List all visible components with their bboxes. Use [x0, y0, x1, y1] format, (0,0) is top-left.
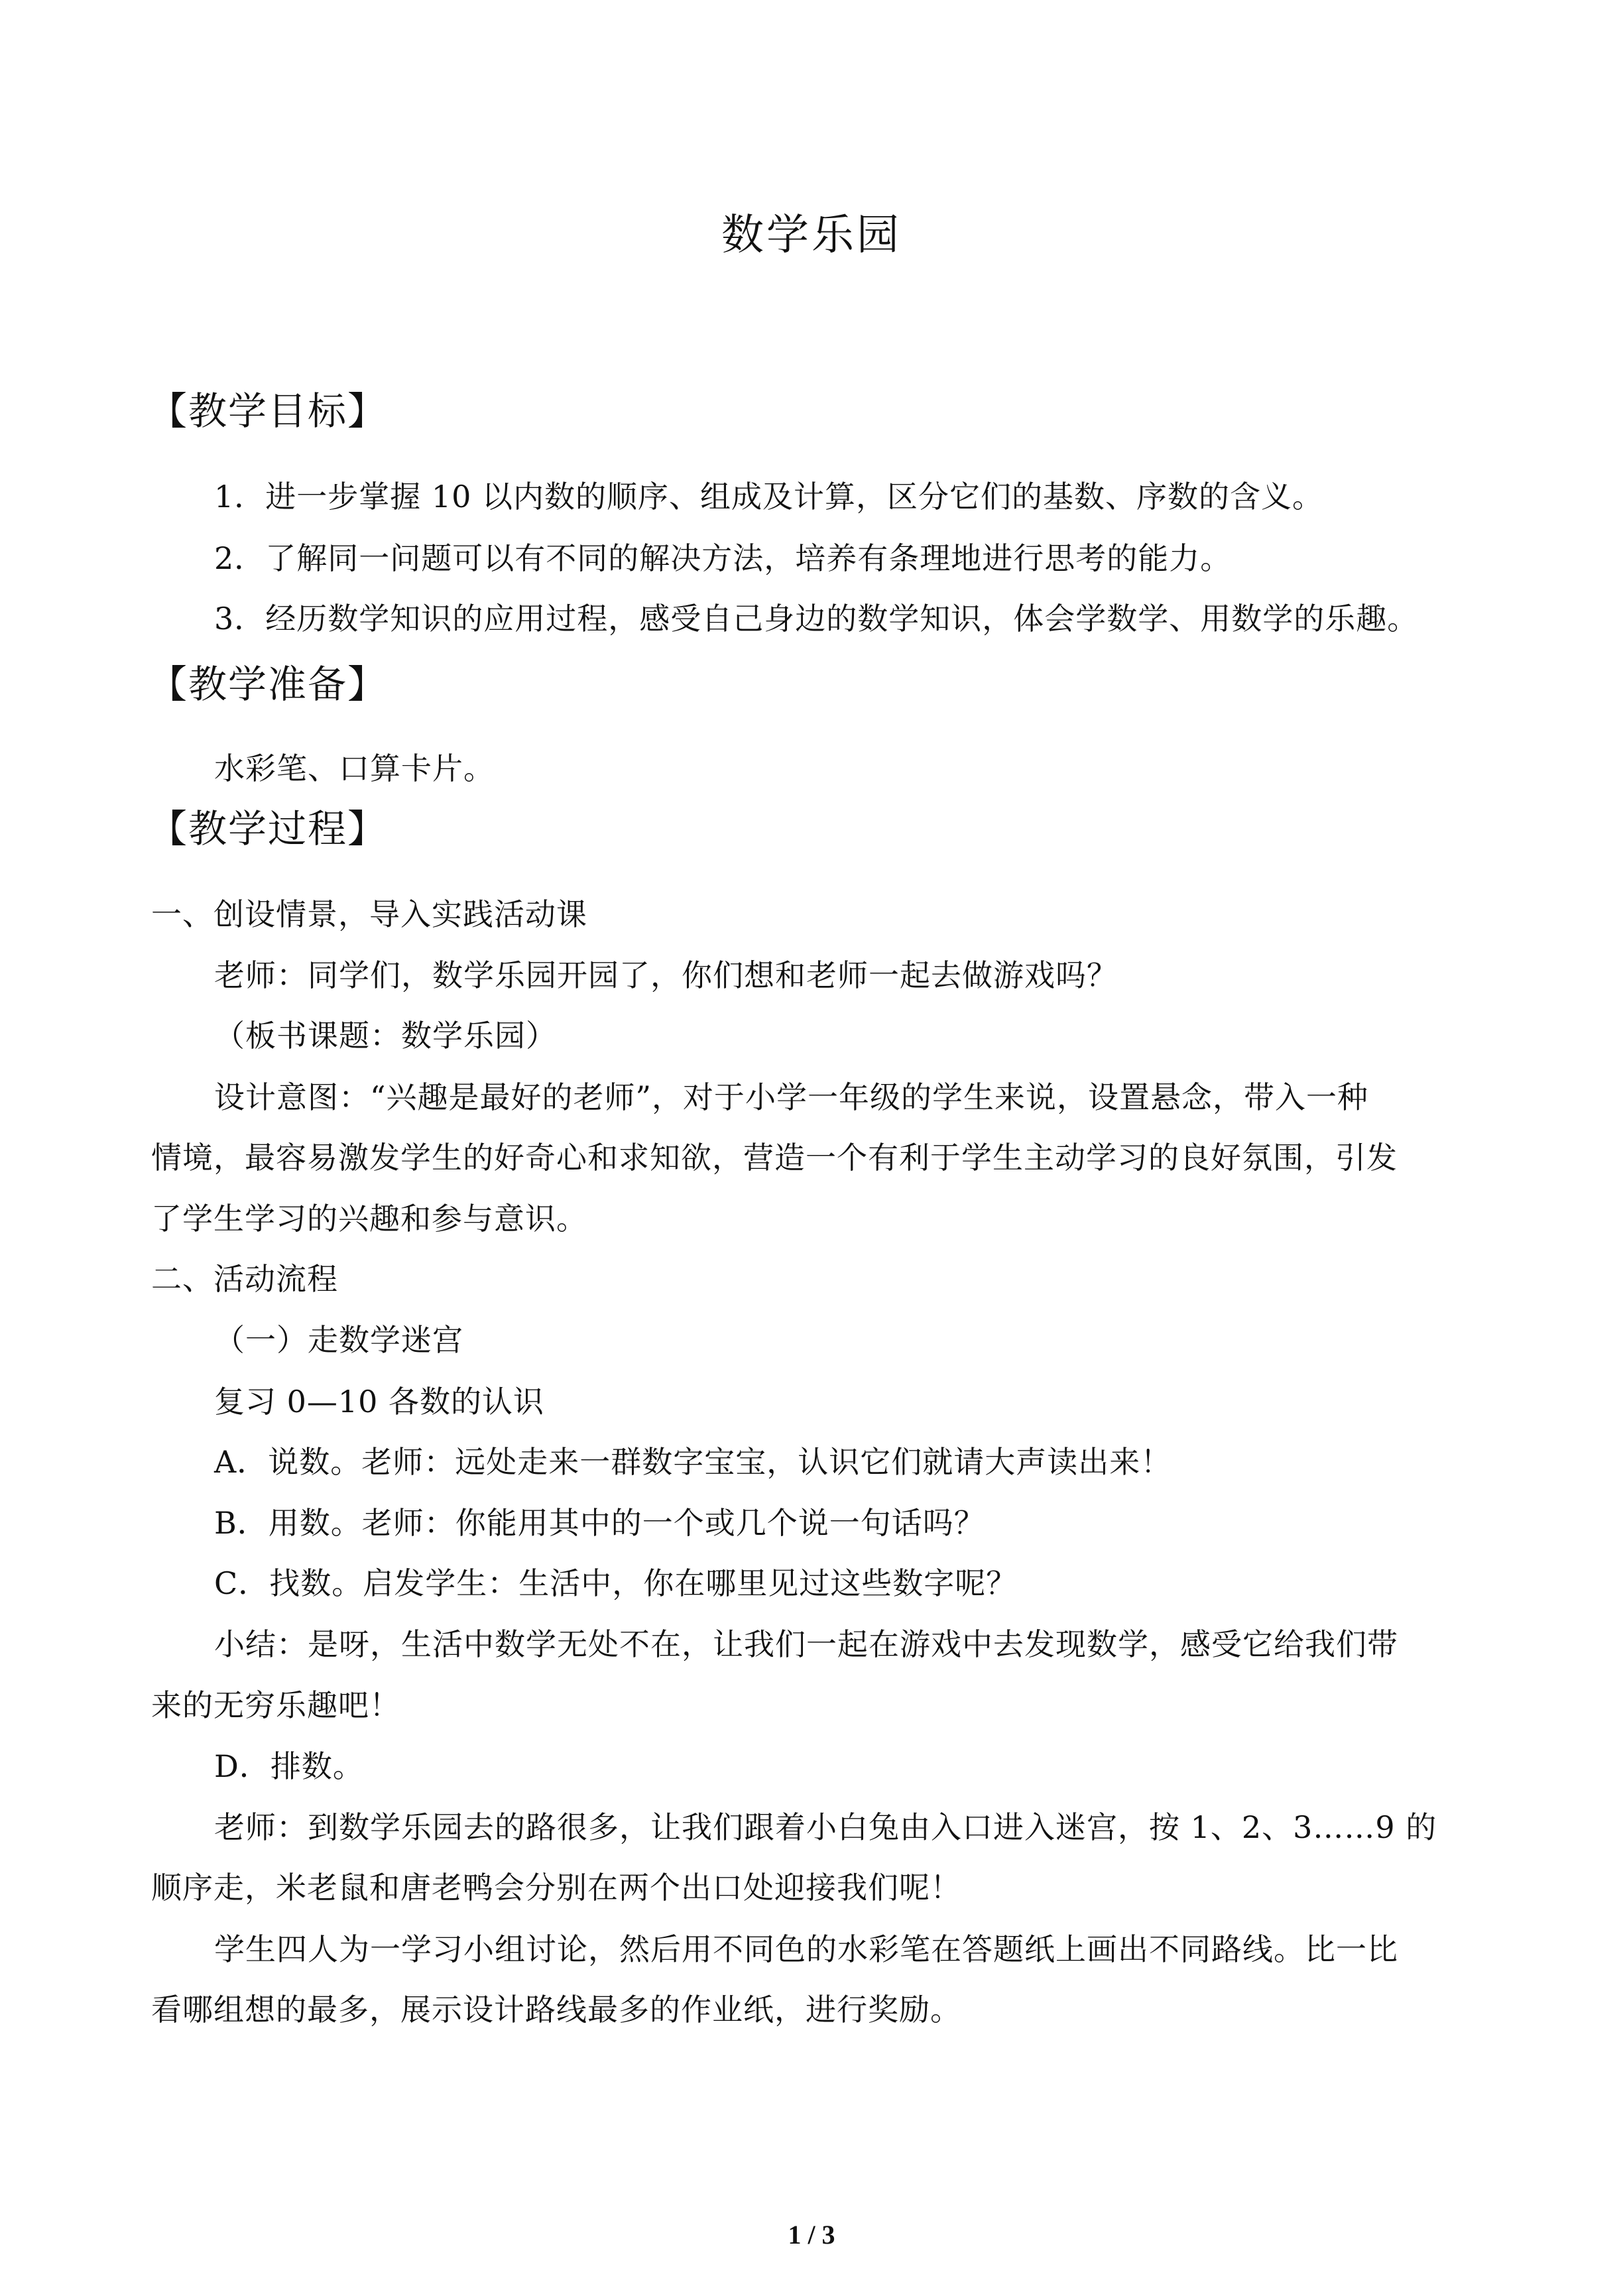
body-line: 顺序走，米老鼠和唐老鸭会分别在两个出口处迎接我们呢！ — [151, 1870, 961, 1905]
page-number: 1 / 3 — [788, 2220, 835, 2250]
body-line: 老师：同学们，数学乐园开园了，你们想和老师一起去做游戏吗？ — [214, 957, 1118, 993]
goal-item: 3．经历数学知识的应用过程，感受自己身边的数学知识，体会学数学、用数学的乐趣。 — [214, 601, 1419, 636]
body-line: 来的无穷乐趣吧！ — [151, 1687, 400, 1723]
body-line: 一、创设情景，导入实践活动课 — [151, 896, 587, 932]
section-heading-prep: 【教学准备】 — [149, 662, 388, 707]
body-line: 老师：到数学乐园去的路很多，让我们跟着小白兔由入口进入迷宫，按 1、2、3……9 的 — [214, 1809, 1437, 1845]
body-line: 设计意图：“兴趣是最好的老师”，对于小学一年级的学生来说，设置悬念，带入一种 — [214, 1079, 1369, 1115]
body-line: 看哪组想的最多，展示设计路线最多的作业纸，进行奖励。 — [151, 1992, 961, 2027]
body-line: 了学生学习的兴趣和参与意识。 — [151, 1201, 587, 1237]
body-line: C．找数。启发学生：生活中，你在哪里见过这些数字呢？ — [214, 1565, 1018, 1601]
page-title: 数学乐园 — [721, 211, 902, 260]
goal-item: 2．了解同一问题可以有不同的解决方法，培养有条理地进行思考的能力。 — [214, 540, 1232, 576]
prep-text: 水彩笔、口算卡片。 — [214, 751, 495, 786]
section-heading-process: 【教学过程】 — [149, 806, 388, 851]
goal-item: 1．进一步掌握 10 以内数的顺序、组成及计算，区分它们的基数、序数的含义。 — [214, 479, 1324, 514]
body-line: B．用数。老师：你能用其中的一个或几个说一句话吗？ — [214, 1505, 985, 1541]
body-line: A．说数。老师：远处走来一群数字宝宝，认识它们就请大声读出来！ — [214, 1444, 1172, 1480]
body-line: 情境，最容易激发学生的好奇心和求知欲，营造一个有利于学生主动学习的良好氛围，引发 — [151, 1140, 1398, 1176]
body-line: 复习 0—10 各数的认识 — [214, 1384, 545, 1420]
body-line: 小结：是呀，生活中数学无处不在，让我们一起在游戏中去发现数学，感受它给我们带 — [214, 1626, 1398, 1662]
body-line: 二、活动流程 — [151, 1261, 338, 1297]
body-line: 学生四人为一学习小组讨论，然后用不同色的水彩笔在答题纸上画出不同路线。比一比 — [214, 1931, 1398, 1967]
body-line: （板书课题：数学乐园） — [214, 1018, 557, 1054]
body-line: D．排数。 — [214, 1748, 364, 1784]
section-heading-goals: 【教学目标】 — [149, 389, 388, 434]
body-line: （一）走数学迷宫 — [214, 1322, 463, 1358]
